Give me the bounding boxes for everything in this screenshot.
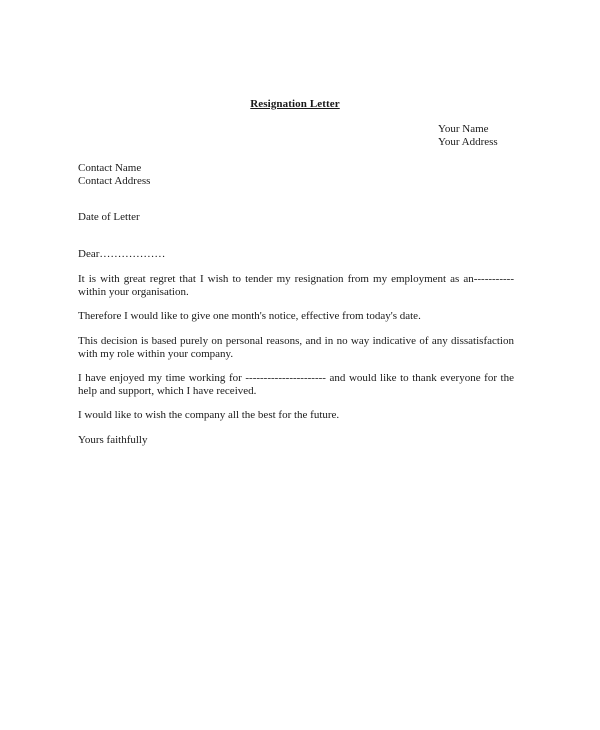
sender-address: Your Address <box>438 136 498 148</box>
paragraph-2: Therefore I would like to give one month's notice, effective from today's date. <box>78 310 421 322</box>
sender-name: Your Name <box>438 123 489 135</box>
paragraph-3: This decision is based purely on personal reasons, and in no way indicative of any dissatisfaction with my role within your company. <box>78 335 514 360</box>
closing: Yours faithfully <box>78 434 148 446</box>
paragraph-5: I would like to wish the company all the best for the future. <box>78 409 340 421</box>
letter-title: Resignation Letter <box>250 98 340 110</box>
paragraph-4: I have enjoyed my time working for ---------------------- and would like to thank everyone for the help and support, which I have received. <box>78 372 514 397</box>
recipient-address: Contact Address <box>78 175 151 187</box>
recipient-name: Contact Name <box>78 162 142 174</box>
sender-block <box>438 123 498 149</box>
salutation: Dear……………… <box>78 248 166 260</box>
recipient-block <box>78 162 150 188</box>
paragraph-1: It is with great regret that I wish to tender my resignation from my employment as an----------- within your organisation. <box>78 273 514 298</box>
letter-date: Date of Letter <box>78 211 140 223</box>
